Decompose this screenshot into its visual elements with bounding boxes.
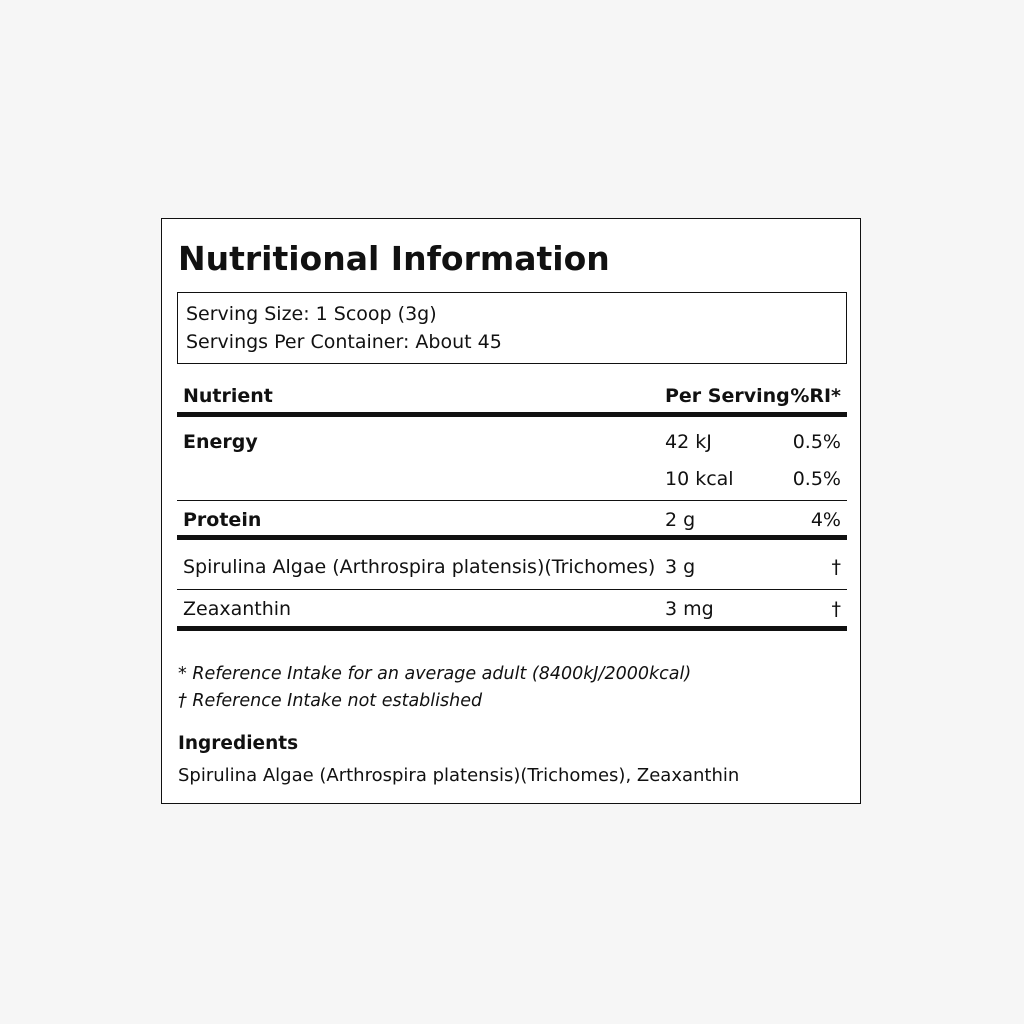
spirulina-amount: 3 g: [665, 556, 696, 578]
table-row-energy-kj: [177, 417, 847, 456]
energy-kj-amount: 42 kJ: [665, 431, 712, 453]
table-row-protein: [177, 501, 847, 540]
table-row-energy-kcal: [177, 456, 847, 501]
nutrient-name-spirulina: Spirulina Algae (Arthrospira platensis)(Trichomes): [183, 556, 656, 578]
zeaxanthin-ri: †: [831, 598, 841, 620]
footnotes: [178, 661, 691, 715]
table-header-row: [177, 377, 847, 417]
servings-per-container: Servings Per Container: About 45: [186, 331, 502, 353]
header-per-serving: Per Serving: [665, 385, 790, 407]
protein-ri: 4%: [810, 509, 841, 531]
energy-kcal-ri: 0.5%: [792, 468, 841, 490]
footnote-dagger: † Reference Intake not established: [178, 691, 483, 711]
nutrient-name-protein: Protein: [183, 509, 262, 531]
label-title: Nutritional Information: [178, 239, 610, 278]
header-nutrient: Nutrient: [183, 385, 273, 407]
energy-kj-ri: 0.5%: [792, 431, 841, 453]
ingredients-heading: Ingredients: [178, 733, 299, 754]
nutrient-name-zeaxanthin: Zeaxanthin: [183, 598, 292, 620]
spirulina-ri: †: [831, 556, 841, 578]
header-ri: %RI*: [790, 385, 841, 407]
serving-info-box: [177, 292, 847, 364]
nutrition-label: [161, 218, 861, 804]
nutrient-table: [177, 377, 847, 631]
zeaxanthin-amount: 3 mg: [665, 598, 714, 620]
nutrient-name-energy: Energy: [183, 431, 258, 453]
footnote-ri: * Reference Intake for an average adult (8400kJ/2000kcal): [178, 664, 692, 684]
table-row-zeaxanthin: [177, 590, 847, 631]
protein-amount: 2 g: [665, 509, 696, 531]
table-row-spirulina: [177, 540, 847, 590]
energy-kcal-amount: 10 kcal: [665, 468, 734, 490]
serving-size: Serving Size: 1 Scoop (3g): [186, 303, 437, 325]
ingredients-list: Spirulina Algae (Arthrospira platensis)(Trichomes), Zeaxanthin: [178, 765, 740, 786]
